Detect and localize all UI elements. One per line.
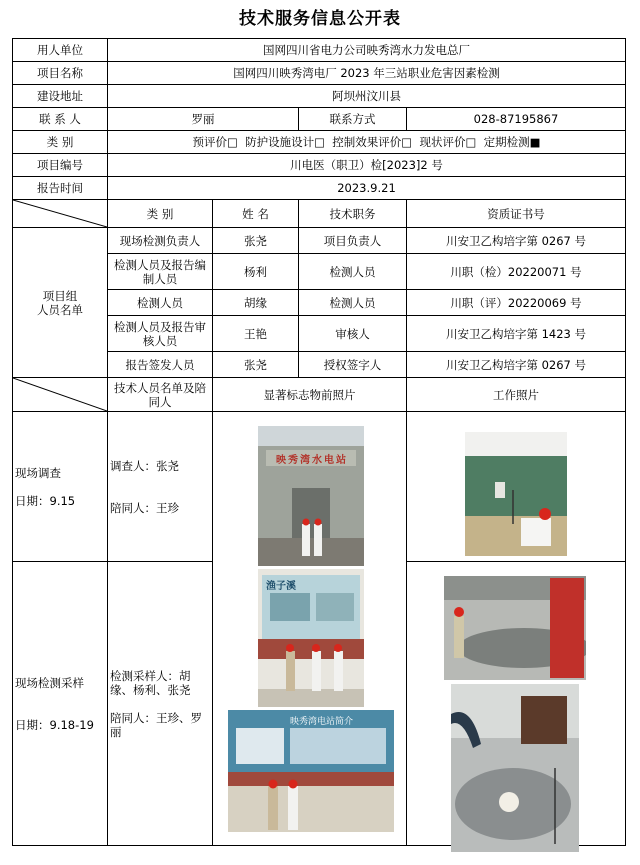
page-title: 技术服务信息公开表 [239, 9, 401, 29]
personnel-name: 王艳 [213, 316, 299, 352]
sampling-date: 日期：9.18-19 [15, 717, 94, 732]
report-time-value: 2023.9.21 [108, 177, 626, 200]
personnel-header-row [13, 200, 626, 228]
project-no-row [13, 154, 626, 177]
personnel-certificate: 川职（评）20220069 号 [407, 290, 626, 316]
introduction-board-photo [228, 710, 394, 832]
personnel-certificate: 川职（检）20220071 号 [407, 254, 626, 290]
personnel-name: 杨利 [213, 254, 299, 290]
personnel-title: 检测人员 [299, 290, 407, 316]
survey-work-photo [465, 432, 567, 556]
personnel-category: 检测人员 [108, 290, 213, 316]
project-name-row [13, 62, 626, 85]
personnel-certificate: 川安卫乙构培字第 0267 号 [407, 352, 626, 378]
personnel-name: 张尧 [213, 228, 299, 254]
phone-value: 028-87195867 [407, 108, 626, 131]
project-name-value: 国网四川映秀湾电厂 2023 年三站职业危害因素检测 [108, 62, 626, 85]
personnel-name: 胡缘 [213, 290, 299, 316]
survey-label-cell [13, 412, 108, 562]
staff-column-header: 技术人员名单及陪同人 [108, 378, 213, 412]
personnel-header-category: 类 别 [108, 200, 213, 228]
personnel-title: 审核人 [299, 316, 407, 352]
category-options: 预评价□ 防护设施设计□ 控制效果评价□ 现状评价□ 定期检测■ [108, 131, 626, 154]
contact-label: 联 系 人 [13, 108, 108, 131]
sampling-label-cell [13, 562, 108, 846]
survey-companion: 陪同人：王珍 [110, 500, 179, 515]
work-photo-header: 工作照片 [407, 378, 626, 412]
diagonal-line [13, 378, 107, 411]
station-entrance-photo [258, 426, 364, 566]
sampling-companion: 陪同人：王珍、罗丽 [110, 710, 202, 739]
personnel-title: 检测人员 [299, 254, 407, 290]
category-row [13, 131, 626, 154]
personnel-title: 授权签字人 [299, 352, 407, 378]
diagonal-header-cell [13, 200, 108, 228]
address-row [13, 85, 626, 108]
photos-header-row [13, 378, 626, 412]
survey-staff-cell [108, 412, 213, 562]
sampling-work-photo-1 [444, 576, 586, 680]
group-label-text: 项目组 人员名单 [37, 288, 83, 317]
sampling-staff-cell [108, 562, 213, 846]
sampling-work-photo-2 [451, 684, 579, 852]
address-label: 建设地址 [13, 85, 108, 108]
employer-row [13, 39, 626, 62]
report-time-label: 报告时间 [13, 177, 108, 200]
personnel-header-certificate: 资质证书号 [407, 200, 626, 228]
report-time-row [13, 177, 626, 200]
personnel-category: 检测人员及报告编制人员 [108, 254, 213, 290]
personnel-name: 张尧 [213, 352, 299, 378]
personnel-category: 报告签发人员 [108, 352, 213, 378]
diagonal-header-cell [13, 378, 108, 412]
category-label: 类 别 [13, 131, 108, 154]
personnel-certificate: 川安卫乙构培字第 1423 号 [407, 316, 626, 352]
employer-label: 用人单位 [13, 39, 108, 62]
personnel-category: 现场检测负责人 [108, 228, 213, 254]
diagonal-line [13, 200, 107, 227]
project-name-label: 项目名称 [13, 62, 108, 85]
group-label [13, 228, 108, 378]
personnel-title: 项目负责人 [299, 228, 407, 254]
landmark-photo-header: 显著标志物前照片 [213, 378, 407, 412]
survey-label: 现场调查 [15, 465, 61, 480]
survey-date: 日期：9.15 [15, 493, 76, 508]
board1-text: 渔子溪 [266, 581, 296, 592]
employer-value: 国网四川省电力公司映秀湾水力发电总厂 [108, 39, 626, 62]
display-board-photo [258, 569, 364, 707]
survey-investigator: 调查人：张尧 [110, 458, 179, 473]
personnel-certificate: 川安卫乙构培字第 0267 号 [407, 228, 626, 254]
project-no-value: 川电医（职卫）检[2023]2 号 [108, 154, 626, 177]
personnel-header-title: 技术职务 [299, 200, 407, 228]
sampling-label: 现场检测采样 [15, 675, 84, 690]
personnel-header-name: 姓 名 [213, 200, 299, 228]
contact-value: 罗丽 [108, 108, 299, 131]
project-no-label: 项目编号 [13, 154, 108, 177]
address-value: 阿坝州汶川县 [108, 85, 626, 108]
station-sign-text: 映秀湾水电站 [276, 455, 348, 466]
contact-row [13, 108, 626, 131]
contact-method-label: 联系方式 [299, 108, 407, 131]
personnel-row [13, 228, 626, 254]
personnel-category: 检测人员及报告审核人员 [108, 316, 213, 352]
sampling-sampler: 检测采样人：胡缘、杨利、张尧 [110, 668, 191, 697]
board2-text: 映秀湾电站简介 [290, 717, 354, 727]
